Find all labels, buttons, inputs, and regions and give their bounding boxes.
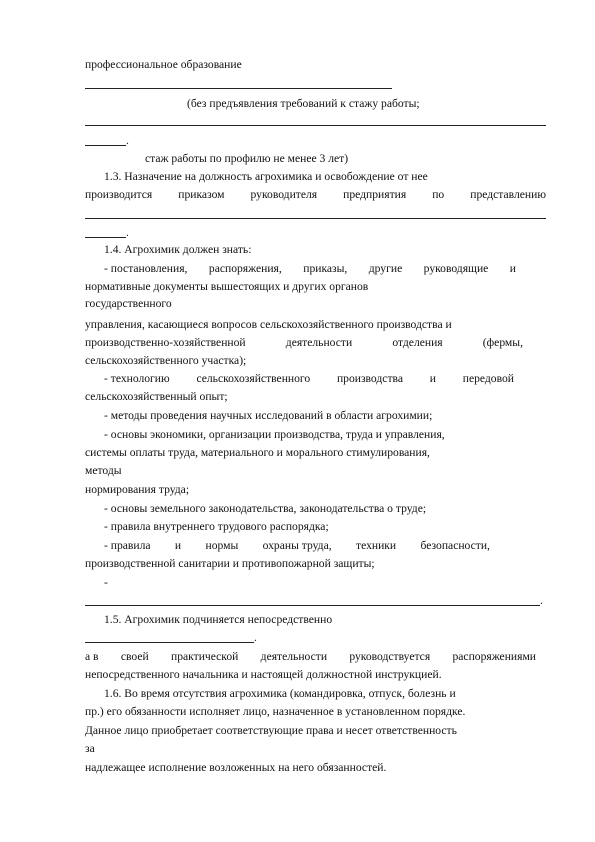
clause-1-6-line-3: Данное лицо приобретает соответствующие права и несет ответственность — [85, 724, 457, 737]
experience-note: (без предъявления требований к стажу работы; — [187, 97, 420, 110]
knowledge-item-4-cont: системы оплаты труда, материального и морального стимулирования, — [85, 446, 430, 459]
period-mark: . — [126, 134, 129, 147]
clause-1-6-heading: 1.6. Во время отсутствия агрохимика (командировка, отпуск, болезнь и — [104, 687, 456, 700]
blank-line-short — [85, 237, 126, 238]
knowledge-item-1-cont: управления, касающиеся вопросов сельскохозяйственного производства и — [85, 318, 452, 331]
knowledge-item-4-cont: нормирования труда; — [85, 483, 190, 496]
knowledge-item-7-cont: производственной санитарии и противопожарной защиты; — [85, 557, 375, 570]
knowledge-item-1-cont: производственно-хозяйственной деятельности отделения (фермы, — [85, 336, 523, 349]
blank-line — [85, 88, 392, 89]
clause-1-6-line-4: за — [85, 742, 95, 755]
clause-1-5-heading: 1.5. Агрохимик подчиняется непосредственно — [104, 613, 333, 626]
period-mark: . — [540, 594, 543, 607]
knowledge-item-5: - основы земельного законодательства, законодательства о труде; — [104, 502, 427, 515]
clause-1-5-line-2: а в своей практической деятельности руководствуется распоряжениями — [85, 650, 536, 663]
knowledge-item-7: - правила и нормы охраны труда, техники безопасности, — [104, 539, 490, 552]
blank-line — [85, 125, 546, 126]
clause-1-5-line-3: непосредственного начальника и настоящей должностной инструкцией. — [85, 668, 442, 681]
knowledge-item-2-cont: сельскохозяйственный опыт; — [85, 390, 228, 403]
clause-1-3-heading: 1.3. Назначение на должность агрохимика и освобождение от нее — [104, 170, 428, 183]
clause-1-3-line-2: производится приказом руководителя предприятия по представлению — [85, 188, 546, 201]
knowledge-item-4-cont: методы — [85, 464, 122, 477]
clause-1-4-heading: 1.4. Агрохимик должен знать: — [104, 243, 252, 256]
knowledge-item-3: - методы проведения научных исследований в области агрохимии; — [104, 409, 433, 422]
clause-1-6-line-2: пр.) его обязанности исполняет лицо, назначенное в установленном порядке. — [85, 705, 466, 718]
blank-line — [85, 605, 540, 606]
knowledge-item-1: - постановления, распоряжения, приказы, другие руководящие и — [104, 262, 516, 275]
period-mark: . — [126, 226, 129, 239]
knowledge-item-1-cont: сельскохозяйственного участка); — [85, 354, 247, 367]
knowledge-item-2: - технологию сельскохозяйственного производства и передовой — [104, 372, 514, 385]
blank-line — [85, 642, 254, 643]
knowledge-item-1-cont: нормативные документы вышестоящих и других органов — [85, 280, 369, 293]
education-line: профессиональное образование — [85, 58, 242, 71]
knowledge-item-6: - правила внутреннего трудового распорядка; — [104, 520, 329, 533]
blank-line-short — [85, 145, 126, 146]
blank-line — [85, 218, 546, 219]
period-mark: . — [254, 631, 257, 644]
experience-requirement: стаж работы по профилю не менее 3 лет) — [145, 152, 349, 165]
knowledge-item-4: - основы экономики, организации производства, труда и управления, — [104, 428, 445, 441]
knowledge-item-1-cont: государственного — [85, 297, 172, 310]
knowledge-item-8-dash: - — [104, 576, 108, 589]
clause-1-6-line-5: надлежащее исполнение возложенных на него обязанностей. — [85, 761, 387, 774]
